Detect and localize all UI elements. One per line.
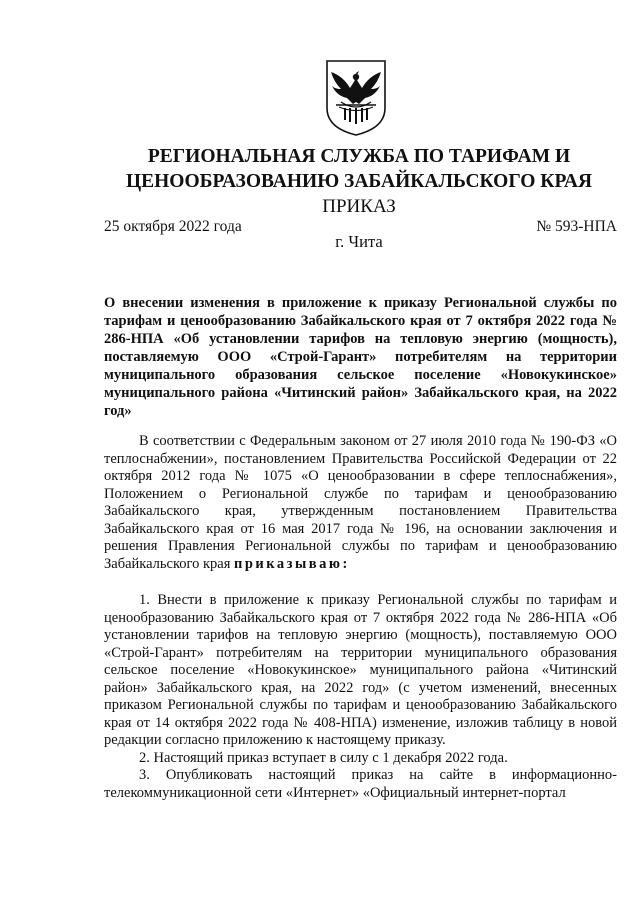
document-body (104, 433, 617, 802)
agency-name-line2: ЦЕНООБРАЗОВАНИЮ ЗАБАЙКАЛЬСКОГО КРАЯ (125, 171, 593, 192)
document-date: 25 октября 2022 года (104, 218, 242, 235)
preamble-paragraph (104, 433, 617, 573)
order-item-3: 3. Опубликовать настоящий приказ на сайте в информационно-телекоммуникационной сети «Интернет» «Официальный интернет-портал (104, 767, 617, 801)
document-number: № 593-НПА (536, 218, 617, 235)
order-word: приказываю: (234, 555, 350, 572)
agency-name (100, 144, 618, 194)
order-items (104, 592, 617, 802)
document-subject: О внесении изменения в приложение к приказу Региональной службы по тарифам и ценообразованию Забайкальского края от 7 октября 2022 года № 286-НПА «Об установлении тарифов на тепловую энергию (мощность), поставляемую ООО «Строй-Гарант» потребителям на территории муниципального образования сельское поселение «Новокукинское» муниципального района «Читинский район» Забайкальского края, на 2022 год» (104, 295, 617, 419)
agency-name-line1: РЕГИОНАЛЬНАЯ СЛУЖБА ПО ТАРИФАМ И (147, 146, 571, 167)
order-item-1: 1. Внести в приложение к приказу Региональной службы по тарифам и ценообразованию Забайкальского края от 7 октября 2022 года № 286-НПА «Об установлении тарифов на тепловую энергию (мощность), поставляемую ООО «Строй-Гарант» потребителям на территории муниципального образования сельское поселение «Новокукинское» муниципального района «Читинский район» Забайкальского края, на 2022 год» (с учетом изменений, внесенных приказом Региональной службы по тарифам и ценообразованию Забайкальского края от 14 октября 2022 года № 408-НПА) изменение, изложив таблицу в новой редакции согласно приложению к настоящему приказу. (104, 592, 617, 748)
document-city: г. Чита (335, 232, 383, 251)
preamble-text: В соответствии с Федеральным законом от 27 июля 2010 года № 190-ФЗ «О теплоснабжении», постановлением Правительства Российской Федерации от 22 октября 2012 года № 1075 «О ценообразовании в сфере теплоснабжения», Положением о Региональной службе по тарифам и ценообразованию Забайкальского края, утвержденным постановлением Правительства Забайкальского края от 16 мая 2017 года № 196, на основании заключения и решения Правления Региональной службы по тарифам и ценообразованию Забайкальского края (104, 433, 617, 572)
order-item-2: 2. Настоящий приказ вступает в силу с 1 декабря 2022 года. (139, 749, 508, 766)
coat-of-arms-eagle-icon (323, 58, 389, 137)
document-type: ПРИКАЗ (322, 196, 396, 217)
